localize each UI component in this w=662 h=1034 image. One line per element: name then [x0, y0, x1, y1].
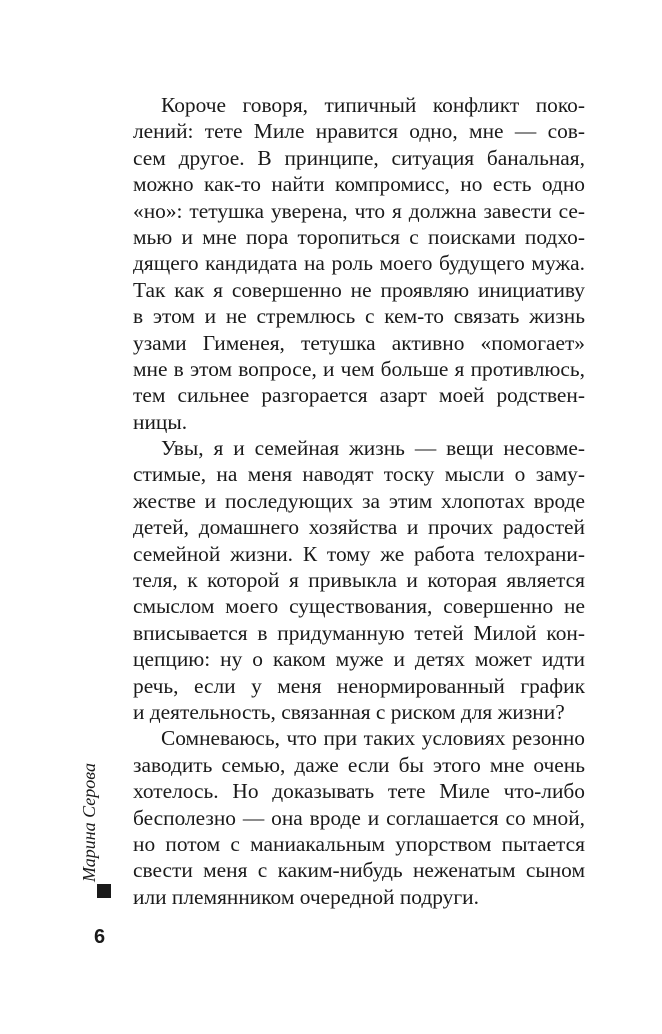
- text-line: или племянником очередной подруги.: [133, 884, 479, 909]
- text-line: в этом и не стремлюсь с кем-то связать жизнь: [133, 304, 585, 329]
- text-line: мью и мне пора торопиться с поисками подхо-: [133, 224, 585, 249]
- text-line: но потом с маниакальным упорством пытается: [133, 831, 585, 856]
- text-line: смыслом моего существования, совершенно не: [133, 594, 585, 619]
- text-line: мне в этом вопросе, и чем больше я противлюсь,: [133, 356, 585, 381]
- running-head-author: Марина Серова: [79, 763, 99, 882]
- body-text: [133, 92, 585, 910]
- text-line: заводить семью, даже если бы этого мне очень: [133, 752, 585, 777]
- text-line: «но»: тетушка уверена, что я должна завести се-: [133, 198, 585, 223]
- text-line: хотелось. Но доказывать тете Миле что-либо: [133, 779, 585, 804]
- paragraph-2: [133, 435, 585, 725]
- page-number: 6: [94, 926, 106, 948]
- text-line: можно как-то найти компромисс, но есть одно: [133, 172, 585, 197]
- section-marker-square: [97, 884, 111, 898]
- text-line: ницы.: [133, 409, 188, 434]
- text-line: узами Гименея, тетушка активно «помогает»: [133, 330, 585, 355]
- text-line: детей, домашнего хозяйства и прочих радостей: [133, 515, 585, 540]
- text-line: дящего кандидата на роль моего будущего мужа.: [133, 251, 585, 276]
- text-line: Так как я совершенно не проявляю инициативу: [133, 277, 585, 302]
- paragraph-1: [133, 92, 585, 435]
- text-line: Короче говоря, типичный конфликт поко-: [161, 93, 585, 117]
- text-line: Увы, я и семейная жизнь — вещи несовме-: [161, 436, 585, 461]
- text-line: и деятельность, связанная с риском для жизни?: [133, 699, 565, 724]
- text-line: лений: тете Миле нравится одно, мне — сов-: [133, 119, 585, 144]
- text-line: теля, к которой я привыкла и которая является: [133, 568, 585, 593]
- paragraph-3: [133, 725, 585, 910]
- text-line: тем сильнее разгорается азарт моей родствен-: [133, 383, 585, 408]
- text-line: Сомневаюсь, что при таких условиях резонно: [161, 726, 585, 751]
- text-line: свести меня с каким-нибудь неженатым сыном: [133, 858, 585, 883]
- text-line: вписывается в придуманную тетей Милой кон-: [133, 620, 585, 645]
- text-line: стимые, на меня наводят тоску мысли о заму-: [133, 462, 585, 487]
- text-line: сем другое. В принципе, ситуация банальная,: [133, 145, 585, 170]
- text-line: бесполезно — она вроде и соглашается со мной,: [133, 805, 585, 830]
- text-line: речь, если у меня ненормированный график: [133, 673, 585, 698]
- text-line: семейной жизни. К тому же работа телохрани-: [133, 541, 585, 566]
- text-line: жестве и последующих за этим хлопотах вроде: [133, 488, 585, 513]
- text-line: цепцию: ну о каком муже и детях может идти: [133, 647, 585, 672]
